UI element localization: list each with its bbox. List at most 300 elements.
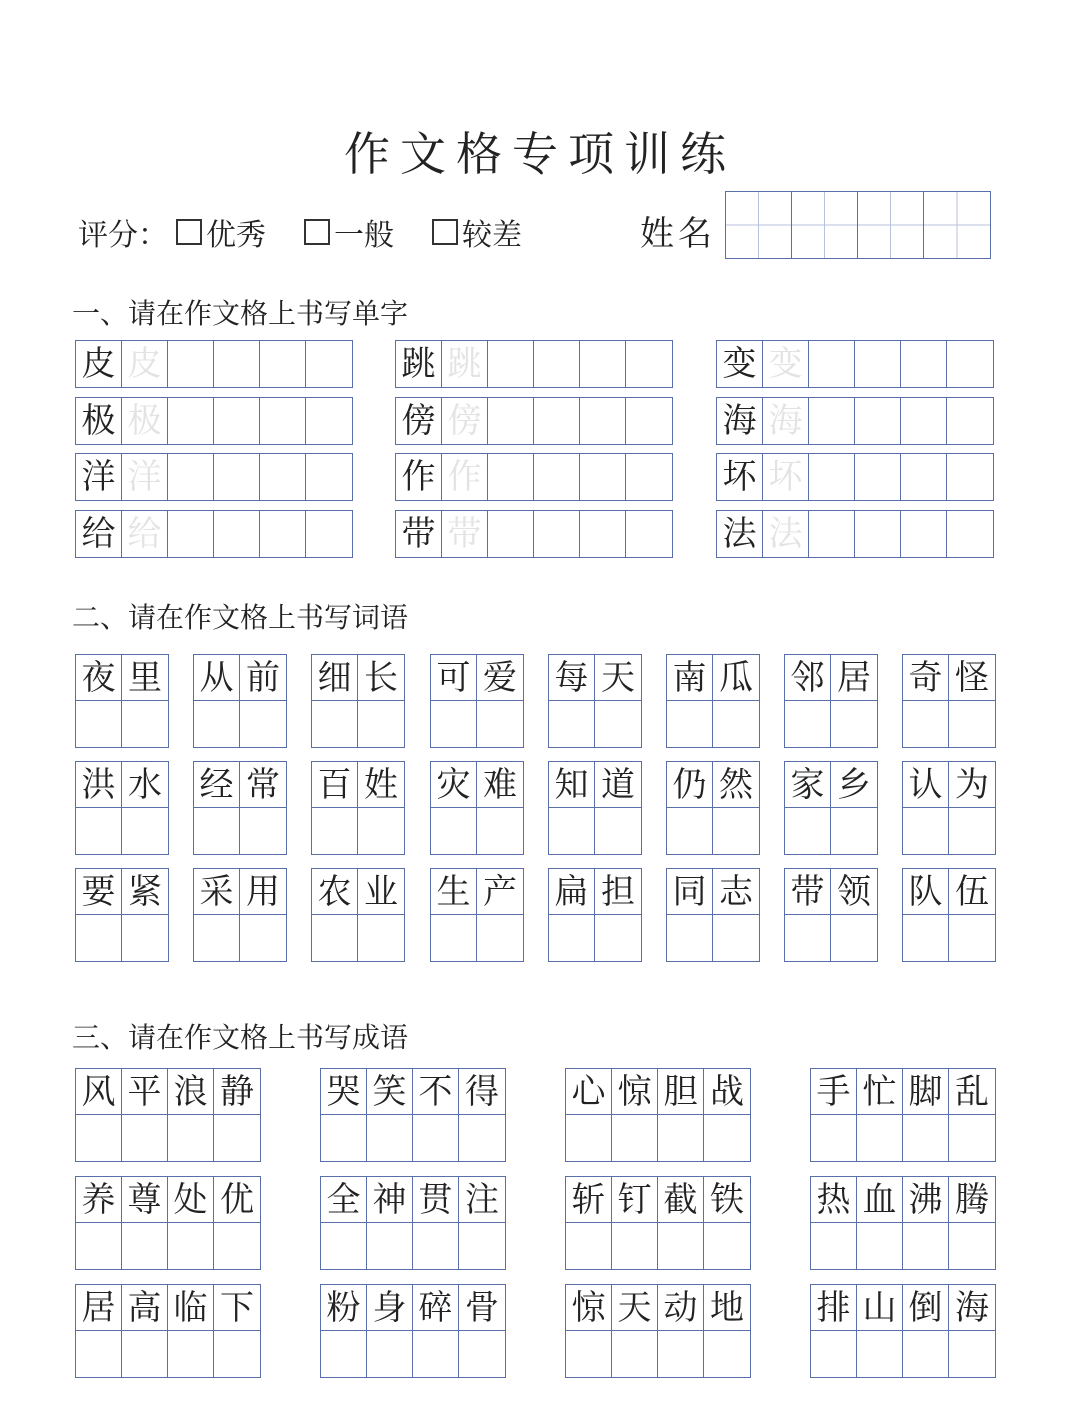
write-cell[interactable] [312,808,358,854]
idiom-char: 得 [459,1069,505,1115]
checkbox-icon[interactable] [432,219,458,245]
write-cell[interactable] [857,1115,903,1161]
write-cell[interactable] [534,398,580,444]
idiom-char: 身 [367,1285,413,1331]
write-cell[interactable] [122,915,168,961]
write-cell[interactable] [168,1223,214,1269]
word-char: 知 [549,762,595,808]
rating-option-average[interactable] [304,210,394,254]
word-char: 爱 [477,655,523,701]
model-char: 皮 [76,341,122,387]
write-cell[interactable] [857,1223,903,1269]
write-cell[interactable] [811,1115,857,1161]
write-cell[interactable] [580,398,626,444]
write-cell[interactable] [704,1223,750,1269]
idiom-char: 临 [168,1285,214,1331]
write-cell[interactable] [367,1115,413,1161]
write-cell[interactable] [713,808,759,854]
idiom-block [320,1068,506,1162]
idiom-char: 战 [704,1069,750,1115]
idiom-char: 居 [76,1285,122,1331]
idiom-char: 腾 [949,1177,995,1223]
write-cell[interactable] [488,511,534,557]
word-char: 奇 [903,655,949,701]
write-cell[interactable] [658,1115,704,1161]
write-cell[interactable] [595,701,641,747]
write-cell[interactable] [580,341,626,387]
write-cell[interactable] [122,1223,168,1269]
word-char: 带 [785,869,831,915]
write-cell[interactable] [260,341,306,387]
section-heading-idioms: 三、请在作文格上书写成语 [72,1021,409,1054]
name-cell[interactable] [726,192,792,258]
write-cell[interactable] [658,1223,704,1269]
word-char: 瓜 [713,655,759,701]
name-cell[interactable] [792,192,858,258]
write-cell[interactable] [413,1223,459,1269]
write-cell[interactable] [76,808,122,854]
trace-char[interactable]: 极 [122,398,168,444]
idiom-char: 全 [321,1177,367,1223]
model-char: 给 [76,511,122,557]
idiom-char: 贯 [413,1177,459,1223]
idiom-char: 骨 [459,1285,505,1331]
write-cell[interactable] [857,1331,903,1377]
idiom-char: 浪 [168,1069,214,1115]
idiom-block [565,1068,751,1162]
single-char-row [395,397,673,445]
word-block [902,654,996,748]
word-char: 队 [903,869,949,915]
checkbox-icon[interactable] [304,219,330,245]
write-cell[interactable] [168,341,214,387]
word-char: 从 [194,655,240,701]
word-block [666,761,760,855]
idiom-char: 粉 [321,1285,367,1331]
write-cell[interactable] [413,1331,459,1377]
write-cell[interactable] [413,1115,459,1161]
word-block [784,761,878,855]
write-cell[interactable] [903,1223,949,1269]
write-cell[interactable] [306,511,352,557]
write-cell[interactable] [306,341,352,387]
word-block [666,654,760,748]
write-cell[interactable] [580,454,626,500]
trace-char[interactable]: 傍 [442,398,488,444]
write-cell[interactable] [667,808,713,854]
write-cell[interactable] [312,701,358,747]
write-cell[interactable] [809,511,855,557]
word-block [902,868,996,962]
write-cell[interactable] [367,1331,413,1377]
model-char: 傍 [396,398,442,444]
rating-option-poor[interactable] [432,210,522,254]
write-cell[interactable] [901,398,947,444]
idiom-char: 处 [168,1177,214,1223]
idiom-char: 山 [857,1285,903,1331]
write-cell[interactable] [76,1331,122,1377]
checkbox-icon[interactable] [176,219,202,245]
single-char-row [395,340,673,388]
write-cell[interactable] [168,1115,214,1161]
write-cell[interactable] [566,1223,612,1269]
word-char: 担 [595,869,641,915]
word-char: 领 [831,869,877,915]
write-cell[interactable] [595,915,641,961]
single-char-row [716,397,994,445]
idiom-char: 下 [214,1285,260,1331]
write-cell[interactable] [76,1115,122,1161]
write-cell[interactable] [626,511,672,557]
word-block [430,761,524,855]
idiom-char: 心 [566,1069,612,1115]
single-char-row [716,510,994,558]
write-cell[interactable] [901,511,947,557]
write-cell[interactable] [76,1223,122,1269]
word-char: 前 [240,655,286,701]
write-cell[interactable] [713,701,759,747]
write-cell[interactable] [612,1331,658,1377]
idiom-char: 斩 [566,1177,612,1223]
write-cell[interactable] [811,1331,857,1377]
write-cell[interactable] [566,1331,612,1377]
write-cell[interactable] [903,808,949,854]
write-cell[interactable] [260,454,306,500]
single-char-row [716,453,994,501]
idiom-block [810,1176,996,1270]
write-cell[interactable] [855,398,901,444]
rating-option-label: 较差 [462,218,522,253]
write-cell[interactable] [431,701,477,747]
idiom-char: 静 [214,1069,260,1115]
write-cell[interactable] [785,915,831,961]
write-cell[interactable] [903,1331,949,1377]
write-cell[interactable] [549,915,595,961]
write-cell[interactable] [488,398,534,444]
write-cell[interactable] [122,1331,168,1377]
write-cell[interactable] [358,915,404,961]
idiom-char: 高 [122,1285,168,1331]
word-char: 同 [667,869,713,915]
page-title: 作文格专项训练 [344,127,736,181]
idiom-block [565,1284,751,1378]
write-cell[interactable] [260,511,306,557]
idiom-char: 忙 [857,1069,903,1115]
write-cell[interactable] [122,701,168,747]
idiom-block [565,1176,751,1270]
model-char: 坏 [717,454,763,500]
word-char: 可 [431,655,477,701]
name-label: 姓名 [640,214,716,254]
write-cell[interactable] [549,808,595,854]
word-block [75,868,169,962]
word-char: 经 [194,762,240,808]
write-cell[interactable] [626,398,672,444]
idiom-char: 笑 [367,1069,413,1115]
word-block [666,868,760,962]
idiom-char: 哭 [321,1069,367,1115]
idiom-char: 脚 [903,1069,949,1115]
write-cell[interactable] [358,808,404,854]
model-char: 海 [717,398,763,444]
write-cell[interactable] [214,511,260,557]
word-char: 洪 [76,762,122,808]
write-cell[interactable] [549,701,595,747]
write-cell[interactable] [194,915,240,961]
word-char: 家 [785,762,831,808]
write-cell[interactable] [626,341,672,387]
write-cell[interactable] [214,1331,260,1377]
write-cell[interactable] [431,915,477,961]
idiom-char: 注 [459,1177,505,1223]
write-cell[interactable] [809,398,855,444]
name-cell[interactable] [924,192,990,258]
word-char: 要 [76,869,122,915]
write-cell[interactable] [811,1223,857,1269]
write-cell[interactable] [949,1331,995,1377]
write-cell[interactable] [785,701,831,747]
idiom-char: 血 [857,1177,903,1223]
write-cell[interactable] [831,915,877,961]
write-cell[interactable] [240,701,286,747]
word-char: 怪 [949,655,995,701]
word-char: 扁 [549,869,595,915]
write-cell[interactable] [168,1331,214,1377]
word-char: 常 [240,762,286,808]
write-cell[interactable] [122,808,168,854]
trace-char[interactable]: 变 [763,341,809,387]
write-cell[interactable] [214,1223,260,1269]
trace-char[interactable]: 给 [122,511,168,557]
write-cell[interactable] [903,701,949,747]
idiom-char: 倒 [903,1285,949,1331]
single-char-row [75,510,353,558]
write-cell[interactable] [431,808,477,854]
word-char: 伍 [949,869,995,915]
write-cell[interactable] [168,454,214,500]
model-char: 变 [717,341,763,387]
write-cell[interactable] [704,1331,750,1377]
idiom-char: 手 [811,1069,857,1115]
idiom-char: 尊 [122,1177,168,1223]
idiom-char: 胆 [658,1069,704,1115]
word-block [311,868,405,962]
word-block [548,868,642,962]
name-cell[interactable] [858,192,924,258]
write-cell[interactable] [903,915,949,961]
write-cell[interactable] [358,701,404,747]
model-char: 极 [76,398,122,444]
idiom-char: 钉 [612,1177,658,1223]
idiom-char: 不 [413,1069,459,1115]
trace-char[interactable]: 皮 [122,341,168,387]
write-cell[interactable] [194,701,240,747]
trace-char[interactable]: 海 [763,398,809,444]
write-cell[interactable] [809,454,855,500]
write-cell[interactable] [612,1223,658,1269]
write-cell[interactable] [488,454,534,500]
word-char: 紧 [122,869,168,915]
idiom-block [320,1176,506,1270]
rating-label: 评分： [78,218,168,253]
word-block [548,761,642,855]
word-char: 生 [431,869,477,915]
write-cell[interactable] [855,341,901,387]
word-char: 南 [667,655,713,701]
write-cell[interactable] [534,511,580,557]
rating-option-excellent[interactable] [176,210,266,254]
word-char: 里 [122,655,168,701]
write-cell[interactable] [949,1115,995,1161]
write-cell[interactable] [667,915,713,961]
rating-option-label: 优秀 [206,218,266,253]
word-char: 乡 [831,762,877,808]
write-cell[interactable] [658,1331,704,1377]
idiom-block [810,1068,996,1162]
idiom-char: 神 [367,1177,413,1223]
word-char: 难 [477,762,523,808]
model-char: 跳 [396,341,442,387]
write-cell[interactable] [534,341,580,387]
section-heading-single-chars: 一、请在作文格上书写单字 [72,297,409,330]
idiom-char: 天 [612,1285,658,1331]
section-heading-words: 二、请在作文格上书写词语 [72,601,409,634]
write-cell[interactable] [949,1223,995,1269]
write-cell[interactable] [949,915,995,961]
write-cell[interactable] [612,1115,658,1161]
idiom-char: 碎 [413,1285,459,1331]
idiom-char: 沸 [903,1177,949,1223]
word-block [193,761,287,855]
write-cell[interactable] [595,808,641,854]
write-cell[interactable] [713,915,759,961]
write-cell[interactable] [122,1115,168,1161]
write-cell[interactable] [260,398,306,444]
write-cell[interactable] [580,511,626,557]
write-cell[interactable] [947,398,993,444]
idiom-block [75,1068,261,1162]
trace-char[interactable]: 带 [442,511,488,557]
write-cell[interactable] [947,341,993,387]
write-cell[interactable] [214,454,260,500]
single-char-row [395,453,673,501]
word-char: 每 [549,655,595,701]
write-cell[interactable] [306,398,352,444]
write-cell[interactable] [704,1115,750,1161]
word-char: 为 [949,762,995,808]
word-char: 灾 [431,762,477,808]
word-char: 姓 [358,762,404,808]
write-cell[interactable] [459,1115,505,1161]
write-cell[interactable] [949,808,995,854]
name-grid[interactable] [725,191,991,259]
trace-char[interactable]: 坏 [763,454,809,500]
word-char: 农 [312,869,358,915]
word-block [75,654,169,748]
write-cell[interactable] [321,1331,367,1377]
write-cell[interactable] [214,398,260,444]
word-char: 志 [713,869,759,915]
idiom-char: 惊 [566,1285,612,1331]
write-cell[interactable] [459,1223,505,1269]
single-char-row [716,340,994,388]
write-cell[interactable] [903,1115,949,1161]
trace-char[interactable]: 作 [442,454,488,500]
write-cell[interactable] [214,1115,260,1161]
model-char: 法 [717,511,763,557]
word-char: 长 [358,655,404,701]
write-cell[interactable] [566,1115,612,1161]
write-cell[interactable] [809,341,855,387]
write-cell[interactable] [488,341,534,387]
write-cell[interactable] [76,701,122,747]
idiom-char: 优 [214,1177,260,1223]
write-cell[interactable] [306,454,352,500]
write-cell[interactable] [459,1331,505,1377]
write-cell[interactable] [76,915,122,961]
word-char: 然 [713,762,759,808]
write-cell[interactable] [321,1115,367,1161]
word-block [311,654,405,748]
write-cell[interactable] [477,808,523,854]
write-cell[interactable] [785,808,831,854]
single-char-row [395,510,673,558]
write-cell[interactable] [626,454,672,500]
write-cell[interactable] [367,1223,413,1269]
idiom-char: 风 [76,1069,122,1115]
idiom-char: 截 [658,1177,704,1223]
idiom-char: 乱 [949,1069,995,1115]
word-block [75,761,169,855]
word-char: 仍 [667,762,713,808]
write-cell[interactable] [855,454,901,500]
write-cell[interactable] [855,511,901,557]
write-cell[interactable] [901,341,947,387]
word-char: 采 [194,869,240,915]
write-cell[interactable] [667,701,713,747]
word-char: 用 [240,869,286,915]
write-cell[interactable] [947,511,993,557]
trace-char[interactable]: 法 [763,511,809,557]
write-cell[interactable] [831,808,877,854]
write-cell[interactable] [240,915,286,961]
write-cell[interactable] [477,915,523,961]
word-block [784,868,878,962]
write-cell[interactable] [949,701,995,747]
write-cell[interactable] [168,511,214,557]
trace-char[interactable]: 跳 [442,341,488,387]
trace-char[interactable]: 洋 [122,454,168,500]
write-cell[interactable] [194,808,240,854]
write-cell[interactable] [214,341,260,387]
word-char: 邻 [785,655,831,701]
write-cell[interactable] [321,1223,367,1269]
word-char: 水 [122,762,168,808]
write-cell[interactable] [831,701,877,747]
write-cell[interactable] [240,808,286,854]
word-block [193,654,287,748]
write-cell[interactable] [312,915,358,961]
write-cell[interactable] [947,454,993,500]
word-block [311,761,405,855]
idiom-char: 热 [811,1177,857,1223]
write-cell[interactable] [477,701,523,747]
model-char: 带 [396,511,442,557]
write-cell[interactable] [901,454,947,500]
write-cell[interactable] [168,398,214,444]
write-cell[interactable] [534,454,580,500]
model-char: 洋 [76,454,122,500]
